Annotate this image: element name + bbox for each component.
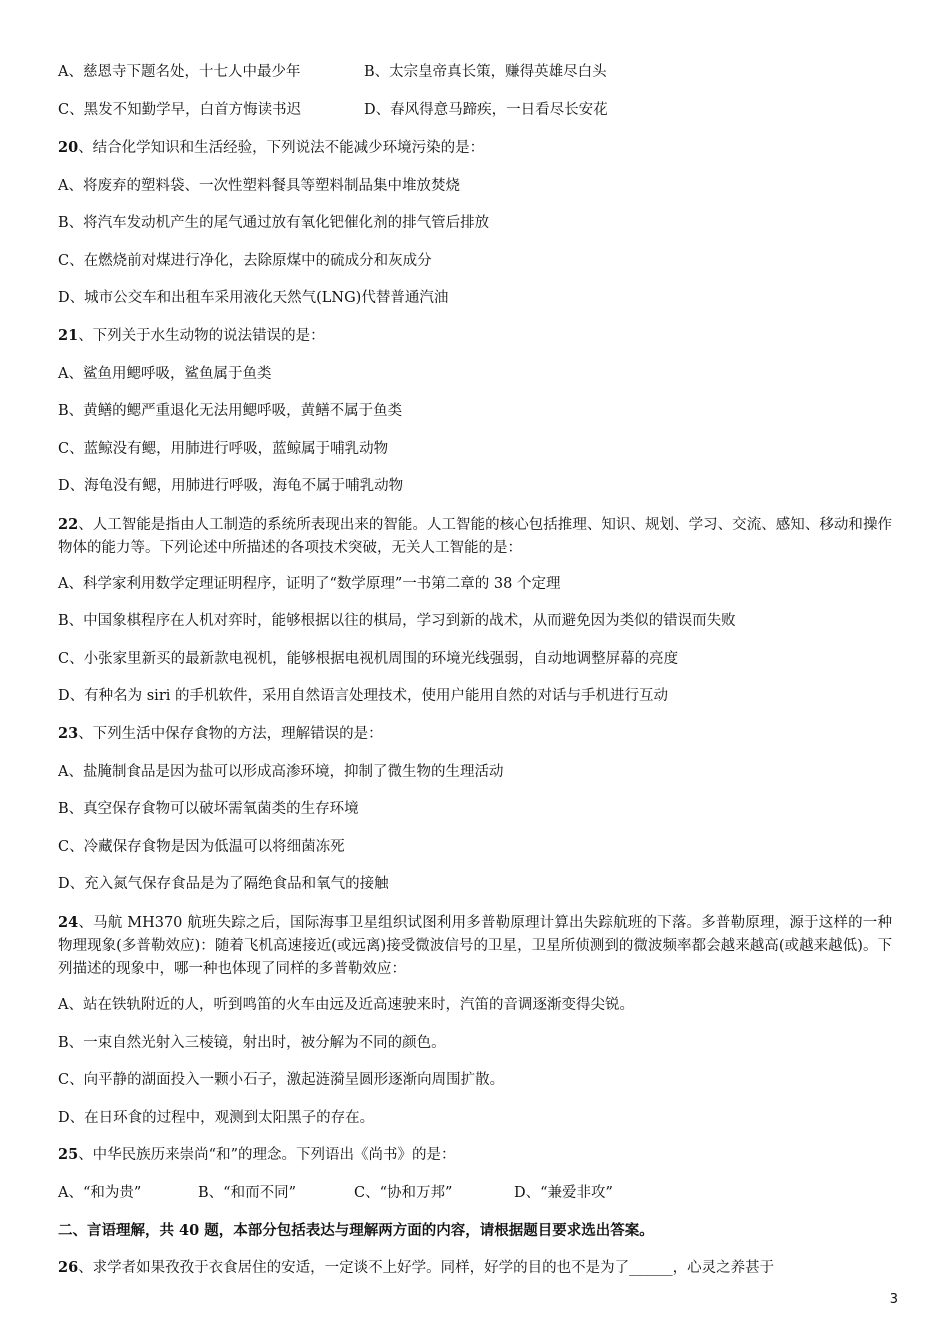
q22-option-d: D、有种名为 siri 的手机软件，采用自然语言处理技术，使用户能用自然的对话与手机进行互动 <box>58 688 668 704</box>
q26-stem <box>58 1258 892 1278</box>
q25-options-row <box>58 1183 892 1203</box>
q26-number: 26 <box>58 1259 79 1276</box>
q23-stem-text: 、下列生活中保存食物的方法，理解错误的是： <box>78 726 383 742</box>
q24-stem-text: 、马航 MH370 航班失踪之后，国际海事卫星组织试图利用多普勒原理计算出失踪航班的下落。多普勒原理，源于这样的一种物理现象(多普勒效应)：随着飞机高速接近(或远离)接受微波信号的卫星，卫星所侦测到的微波频率都会越来越高(或越来越低)。下列描述的现象中，哪一种也体现了同样的多普勒效应： <box>58 915 892 977</box>
q20-option-a: A、将废弃的塑料袋、一次性塑料餐具等塑料制品集中堆放焚烧 <box>58 178 460 194</box>
q19-option-c: C、黑发不知勤学早，白首方悔读书迟 <box>58 102 302 118</box>
q19-option-b: B、太宗皇帝真长策，赚得英雄尽白头 <box>364 64 607 80</box>
q23-option-b: B、真空保存食物可以破坏需氧菌类的生存环境 <box>58 801 359 817</box>
q24-option-b: B、一束自然光射入三棱镜，射出时，被分解为不同的颜色。 <box>58 1035 446 1051</box>
q20-stem-text: 、结合化学知识和生活经验，下列说法不能减少环境污染的是： <box>78 140 485 156</box>
q19-option-d: D、春风得意马蹄疾，一日看尽长安花 <box>364 102 608 118</box>
q25-option-d: D、“兼爱非攻” <box>514 1185 613 1201</box>
section-heading: 二、言语理解，共 40 题，本部分包括表达与理解两方面的内容，请根据题目要求选出答案。 <box>58 1222 654 1239</box>
q22-stem <box>58 513 892 560</box>
q25-option-b: B、“和而不同” <box>198 1185 296 1201</box>
page-number: 3 <box>889 1292 898 1307</box>
q21-option-d: D、海龟没有鳃，用肺进行呼吸，海龟不属于哺乳动物 <box>58 478 404 494</box>
q23-stem <box>58 724 892 744</box>
q25-stem-text: 、中华民族历来崇尚“和”的理念。下列语出《尚书》的是： <box>78 1147 456 1163</box>
q21-number: 21 <box>58 327 79 344</box>
q21-option-b: B、黄鳝的鳃严重退化无法用鳃呼吸，黄鳝不属于鱼类 <box>58 403 403 419</box>
q22-option-c: C、小张家里新买的最新款电视机，能够根据电视机周围的环境光线强弱，自动地调整屏幕的亮度 <box>58 651 679 667</box>
q21-option-c: C、蓝鲸没有鳃，用肺进行呼吸，蓝鲸属于哺乳动物 <box>58 441 389 457</box>
q24-option-a: A、站在铁轨附近的人，听到鸣笛的火车由远及近高速驶来时，汽笛的音调逐渐变得尖锐。 <box>58 997 634 1013</box>
q24-number: 24 <box>58 914 79 931</box>
q22-stem-text: 、人工智能是指由人工制造的系统所表现出来的智能。人工智能的核心包括推理、知识、规划、学习、交流、感知、移动和操作物体的能力等。下列论述中所描述的各项技术突破，无关人工智能的是： <box>58 517 892 556</box>
q20-option-d: D、城市公交车和出租车采用液化天然气(LNG)代替普通汽油 <box>58 290 449 306</box>
q24-option-c: C、向平静的湖面投入一颗小石子，激起涟漪呈圆形逐渐向周围扩散。 <box>58 1072 505 1088</box>
q19-option-a: A、慈恩寺下题名处，十七人中最少年 <box>58 64 301 80</box>
q22-option-a: A、科学家利用数学定理证明程序，证明了“数学原理”一书第二章的 38 个定理 <box>58 576 561 592</box>
q24-option-d: D、在日环食的过程中，观测到太阳黑子的存在。 <box>58 1110 375 1126</box>
q23-option-a: A、盐腌制食品是因为盐可以形成高渗环境，抑制了微生物的生理活动 <box>58 764 504 780</box>
q23-number: 23 <box>58 725 79 742</box>
q23-option-d: D、充入氮气保存食品是为了隔绝食品和氧气的接触 <box>58 876 389 892</box>
q20-option-b: B、将汽车发动机产生的尾气通过放有氧化钯催化剂的排气管后排放 <box>58 215 490 231</box>
q21-stem-text: 、下列关于水生动物的说法错误的是： <box>78 328 325 344</box>
q21-stem <box>58 326 892 346</box>
q24-stem <box>58 911 892 981</box>
q22-number: 22 <box>58 516 79 533</box>
q26-stem-text: 、求学者如果孜孜于衣食居住的安适，一定谈不上好学。同样，好学的目的也不是为了______，心灵之养甚于 <box>78 1260 775 1276</box>
q19-options-row-2 <box>58 100 892 120</box>
q25-option-a: A、“和为贵” <box>58 1185 142 1201</box>
q23-option-c: C、冷藏保存食物是因为低温可以将细菌冻死 <box>58 839 345 855</box>
q25-option-c: C、“协和万邦” <box>354 1185 453 1201</box>
q21-option-a: A、鲨鱼用鳃呼吸，鲨鱼属于鱼类 <box>58 366 272 382</box>
q25-number: 25 <box>58 1146 79 1163</box>
q25-stem <box>58 1145 892 1165</box>
q20-stem <box>58 138 892 158</box>
q19-options-row-1 <box>58 62 892 82</box>
q22-option-b: B、中国象棋程序在人机对弈时，能够根据以往的棋局，学习到新的战术，从而避免因为类似的错误而失败 <box>58 613 736 629</box>
q20-option-c: C、在燃烧前对煤进行净化，去除原煤中的硫成分和灰成分 <box>58 253 432 269</box>
q20-number: 20 <box>58 139 79 156</box>
